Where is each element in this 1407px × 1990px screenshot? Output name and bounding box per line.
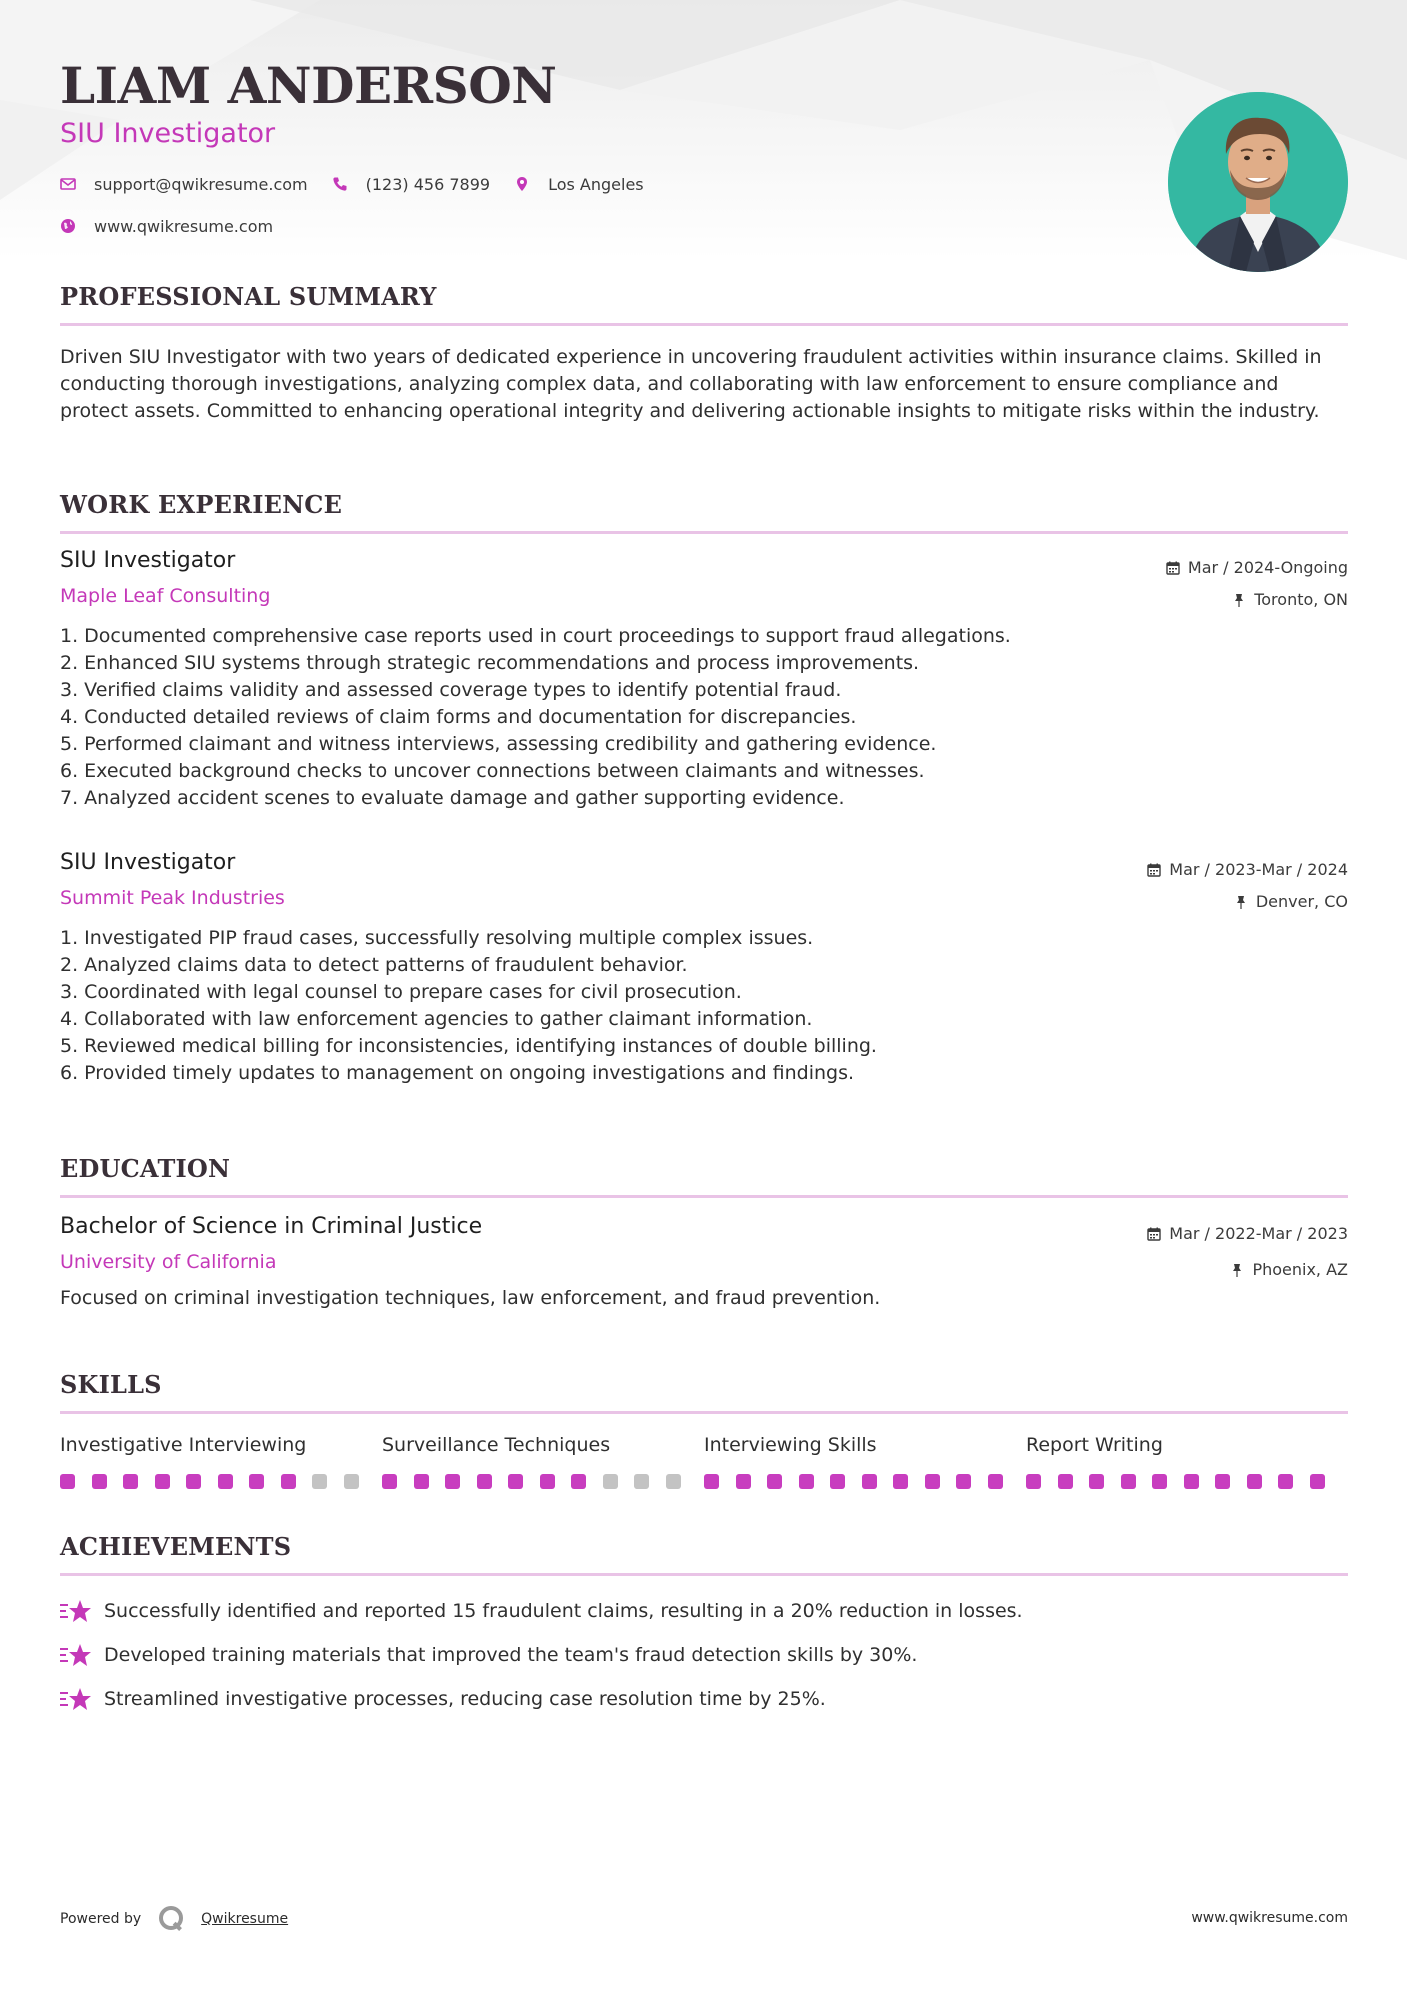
skill-name: Surveillance Techniques <box>382 1434 611 1456</box>
rating-dot-empty <box>312 1474 327 1489</box>
job-entry <box>60 850 1348 1087</box>
powered-by <box>60 1904 288 1934</box>
rating-dot-filled <box>1058 1474 1073 1489</box>
job-location-text: Toronto, ON <box>1254 590 1348 609</box>
qwikresume-logo-icon <box>157 1904 187 1934</box>
shooting-star-icon <box>60 1641 94 1669</box>
email-item[interactable] <box>60 175 308 194</box>
education-entry <box>60 1214 1348 1312</box>
powered-by-label: Powered by <box>60 1911 142 1927</box>
pushpin-icon <box>1230 1263 1244 1277</box>
skill-name: Investigative Interviewing <box>60 1434 307 1456</box>
skills-section <box>60 1370 1348 1489</box>
achievement-text: Successfully identified and reported 15 fraudulent claims, resulting in a 20% reduction in losses. <box>104 1600 1023 1622</box>
job-location <box>1232 590 1348 609</box>
skill-item <box>1026 1434 1348 1489</box>
achievement-item <box>60 1684 1348 1714</box>
degree-name: Bachelor of Science in Criminal Justice <box>60 1214 483 1239</box>
qwikresume-link[interactable]: Qwikresume <box>201 1911 289 1927</box>
rating-dot-filled <box>925 1474 940 1489</box>
skill-name: Interviewing Skills <box>704 1434 877 1456</box>
skills-list <box>60 1434 1348 1489</box>
pushpin-icon <box>1232 593 1246 607</box>
section-divider <box>60 1411 1348 1414</box>
rating-dot-filled <box>249 1474 264 1489</box>
job-location-text: Denver, CO <box>1255 892 1348 911</box>
rating-dot-filled <box>767 1474 782 1489</box>
achievements-title: ACHIEVEMENTS <box>60 1532 292 1561</box>
rating-dot-filled <box>281 1474 296 1489</box>
rating-dot-filled <box>830 1474 845 1489</box>
skill-rating <box>1026 1474 1348 1489</box>
list-item: 3. Coordinated with legal counsel to prepare cases for civil prosecution. <box>60 981 742 1003</box>
skill-rating <box>60 1474 382 1489</box>
location-text: Los Angeles <box>548 174 644 194</box>
rating-dot-filled <box>1121 1474 1136 1489</box>
phone-text: (123) 456 7899 <box>365 174 491 194</box>
education-location-text: Phoenix, AZ <box>1252 1260 1348 1279</box>
rating-dot-filled <box>382 1474 397 1489</box>
rating-dot-filled <box>956 1474 971 1489</box>
rating-dot-filled <box>988 1474 1003 1489</box>
profile-photo <box>1168 92 1348 272</box>
summary-text: Driven SIU Investigator with two years of dedicated experience in uncovering fraudulent activities within insurance claims. Skilled in conducting thorough investigations, analyzing complex data, and collaborating with law enforcement to ensure compliance and protect assets. Committed to enhancing operational integrity and delivering actionable insights to mitigate risks within the industry. <box>60 346 1322 422</box>
section-divider <box>60 531 1348 534</box>
skill-name: Report Writing <box>1026 1434 1163 1456</box>
list-item: 5. Performed claimant and witness interviews, assessing credibility and gathering evidence. <box>60 733 937 755</box>
list-item: 4. Conducted detailed reviews of claim forms and documentation for discrepancies. <box>60 706 857 728</box>
school-name: University of California <box>60 1251 277 1273</box>
rating-dot-empty <box>634 1474 649 1489</box>
list-item: 6. Provided timely updates to management on ongoing investigations and findings. <box>60 1062 855 1084</box>
list-item: 2. Enhanced SIU systems through strategic recommendations and process improvements. <box>60 652 920 674</box>
list-item: 5. Reviewed medical billing for inconsistencies, identifying instances of double billing. <box>60 1035 877 1057</box>
page-footer <box>60 1898 1348 1930</box>
pushpin-icon <box>1234 895 1248 909</box>
rating-dot-filled <box>1184 1474 1199 1489</box>
location-item <box>514 175 644 194</box>
globe-icon <box>60 218 76 234</box>
summary-section <box>60 282 1348 425</box>
achievement-text: Developed training materials that improved the team's fraud detection skills by 30%. <box>104 1644 918 1666</box>
candidate-role: SIU Investigator <box>60 118 276 149</box>
skill-item <box>382 1434 704 1489</box>
email-text: support@qwikresume.com <box>94 174 308 194</box>
list-item: 3. Verified claims validity and assessed coverage types to identify potential fraud. <box>60 679 842 701</box>
calendar-icon <box>1147 1227 1161 1241</box>
skills-title: SKILLS <box>60 1370 162 1399</box>
shooting-star-icon <box>60 1685 94 1713</box>
job-bullets <box>60 623 1348 812</box>
education-location <box>1230 1260 1348 1279</box>
skill-item <box>60 1434 382 1489</box>
rating-dot-filled <box>704 1474 719 1489</box>
rating-dot-filled <box>218 1474 233 1489</box>
summary-title: PROFESSIONAL SUMMARY <box>60 282 437 311</box>
rating-dot-filled <box>477 1474 492 1489</box>
rating-dot-filled <box>414 1474 429 1489</box>
achievement-text: Streamlined investigative processes, reducing case resolution time by 25%. <box>104 1688 826 1710</box>
rating-dot-filled <box>540 1474 555 1489</box>
contact-info <box>60 172 1060 256</box>
rating-dot-filled <box>445 1474 460 1489</box>
job-dates-text: Mar / 2023-Mar / 2024 <box>1169 860 1348 879</box>
footer-url[interactable]: www.qwikresume.com <box>1191 1910 1348 1926</box>
rating-dot-filled <box>1310 1474 1325 1489</box>
rating-dot-filled <box>60 1474 75 1489</box>
job-dates <box>1147 860 1348 879</box>
job-location <box>1234 892 1348 911</box>
envelope-icon <box>60 176 76 192</box>
achievement-item <box>60 1596 1348 1626</box>
rating-dot-filled <box>92 1474 107 1489</box>
rating-dot-empty <box>603 1474 618 1489</box>
education-dates <box>1147 1224 1348 1243</box>
rating-dot-filled <box>123 1474 138 1489</box>
education-section <box>60 1154 1348 1198</box>
list-item: 2. Analyzed claims data to detect patterns of fraudulent behavior. <box>60 954 688 976</box>
rating-dot-filled <box>508 1474 523 1489</box>
education-dates-text: Mar / 2022-Mar / 2023 <box>1169 1224 1348 1243</box>
job-dates <box>1166 558 1348 577</box>
job-entry <box>60 548 1348 812</box>
experience-section <box>60 490 1348 534</box>
phone-icon <box>332 176 348 192</box>
rating-dot-filled <box>1247 1474 1262 1489</box>
company-name: Maple Leaf Consulting <box>60 585 271 607</box>
rating-dot-filled <box>799 1474 814 1489</box>
skill-rating <box>704 1474 1026 1489</box>
shooting-star-icon <box>60 1597 94 1625</box>
rating-dot-filled <box>155 1474 170 1489</box>
rating-dot-filled <box>186 1474 201 1489</box>
rating-dot-filled <box>1278 1474 1293 1489</box>
list-item: 6. Executed background checks to uncover connections between claimants and witnesses. <box>60 760 925 782</box>
rating-dot-filled <box>571 1474 586 1489</box>
rating-dot-filled <box>893 1474 908 1489</box>
resume-page <box>60 0 1348 1990</box>
achievements-section <box>60 1532 1348 1728</box>
job-dates-text: Mar / 2024-Ongoing <box>1187 558 1348 577</box>
rating-dot-filled <box>862 1474 877 1489</box>
rating-dot-filled <box>736 1474 751 1489</box>
company-name: Summit Peak Industries <box>60 887 285 909</box>
section-divider <box>60 1195 1348 1198</box>
rating-dot-filled <box>1026 1474 1041 1489</box>
job-bullets <box>60 925 1348 1087</box>
website-item[interactable] <box>60 217 273 236</box>
job-title: SIU Investigator <box>60 850 236 875</box>
map-pin-icon <box>514 176 530 192</box>
section-divider <box>60 1573 1348 1576</box>
list-item: 1. Documented comprehensive case reports used in court proceedings to support fraud allegations. <box>60 625 1011 647</box>
rating-dot-empty <box>344 1474 359 1489</box>
education-description: Focused on criminal investigation techniques, law enforcement, and fraud prevention. <box>60 1287 881 1309</box>
calendar-icon <box>1166 561 1180 575</box>
education-title: EDUCATION <box>60 1154 231 1183</box>
list-item: 7. Analyzed accident scenes to evaluate damage and gather supporting evidence. <box>60 787 845 809</box>
skill-item <box>704 1434 1026 1489</box>
section-divider <box>60 323 1348 326</box>
skill-rating <box>382 1474 704 1489</box>
list-item: 4. Collaborated with law enforcement agencies to gather claimant information. <box>60 1008 813 1030</box>
rating-dot-empty <box>666 1474 681 1489</box>
job-title: SIU Investigator <box>60 548 236 573</box>
achievements-list <box>60 1596 1348 1714</box>
website-text: www.qwikresume.com <box>94 216 274 236</box>
achievement-item <box>60 1640 1348 1670</box>
rating-dot-filled <box>1089 1474 1104 1489</box>
phone-item[interactable] <box>332 175 490 194</box>
rating-dot-filled <box>1152 1474 1167 1489</box>
experience-title: WORK EXPERIENCE <box>60 490 343 519</box>
candidate-name: LIAM ANDERSON <box>60 56 557 115</box>
list-item: 1. Investigated PIP fraud cases, successfully resolving multiple complex issues. <box>60 927 814 949</box>
rating-dot-filled <box>1215 1474 1230 1489</box>
calendar-icon <box>1147 863 1161 877</box>
